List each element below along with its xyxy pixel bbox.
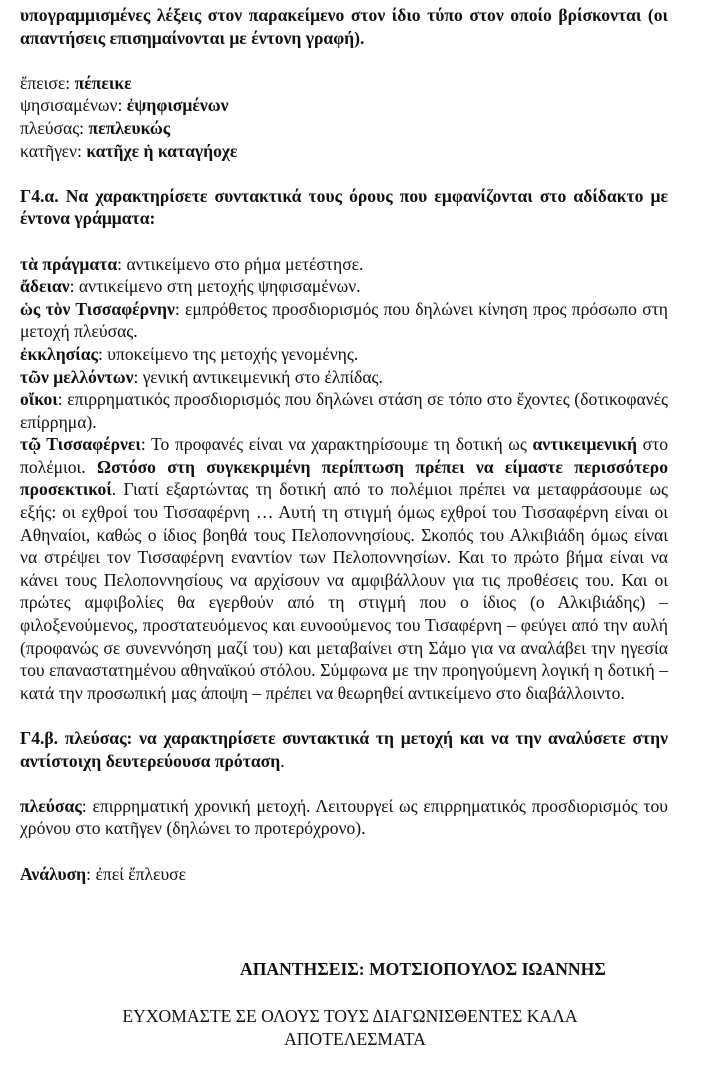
spacer [20,840,668,863]
analysis-text: : ἐπεί ἔπλευσε [86,863,187,884]
answer-item [20,298,668,343]
form-word: κατῆγεν: [20,140,82,161]
answer-item [20,275,668,298]
answer-item [20,343,668,366]
intro-paragraph: υπογραμμισμένες λέξεις στον παρακείμενο στον ίδιο τύπο στον οποίο βρίσκονται (οι απαντήσεις επισημαίνονται με έντονη γραφή). [20,5,668,48]
form-answer: κατῆχε ἡ καταγήοχε [86,140,238,161]
signature: ΑΠΑΝΤΗΣΕΙΣ: ΜΟΤΣΙΟΠΟΥΛΟΣ ΙΩΑΝΝΗΣ [240,959,606,979]
answer-term: ἐκκλησίας [20,343,98,364]
form-word: ψησισαμένων: [20,95,123,116]
answer-term: τῷ Τισσαφέρνει [20,434,141,455]
closing-line-1: ΕΥΧΟΜΑΣΤΕ ΣΕ ΟΛΟΥΣ ΤΟΥΣ ΔΙΑΓΩΝΙΣΘΕΝΤΕΣ ΚΑΛΑ [122,1006,578,1026]
answer-text: : γενική αντικειμενική στο ἐλπίδας. [133,366,383,387]
answer-text: : επιρρηματικός προσδιορισμός που δηλώνει στάση σε τόπο στο ἔχοντες (δοτικοφανές επίρρημα). [20,389,668,432]
answer-text: . Γιατί εξαρτώντας τη δοτική από το πολέμιοι πρέπει να μεταφράσουμε ως εξής: οι εχθροί του Τισσαφέρνη … Αυτή τη στιγμή όμως εχθροί του Τισσαφέρνη είναι οι Αθηναίοι, καθώς ο ίδιος βοηθά τους Πελοποννησίους. Σκοπός του Αλκιβιάδη όμως είναι να στρέψει τον Τισσαφέρνη εναντίον των Πελοποννησίων. Και το πρώτο βήμα είναι να κάνει τους Πελοποννησίους να αρχίσουν να αμφιβάλλουν για τις προθέσεις του. Και οι πρώτες αμφιβολίες θα εγερθούν από τη στιγμή που ο ίδιος (ο Αλκιβιάδης) – φιλοξενούμενος, προστατευόμενος και ευνοούμενος του Τισαφέρνη – φεύγει από την αυλή (προφανώς σε συνεννόηση μαζί του) και μεταβαίνει στη Σάμο για να αναλάβει την ηγεσία του επαναστατημένου αθηναϊκού στόλου. Σύμφωνα με την προηγούμενη λογική η δοτική – κατά την προσωπική μας άποψη – πρέπει να θεωρηθεί αντικείμενο στο διαβάλλοιντο. [20,479,668,703]
perfect-form-item [20,94,668,117]
form-word: πλεύσας: [20,117,85,138]
form-answer: πέπεικε [74,72,132,93]
question-text: Γ4.β. πλεύσας: να χαρακτηρίσετε συντακτικά τη μετοχή και να την αναλύσετε στην αντίστοιχη δευτερεύουσα πρόταση [20,728,668,771]
spacer [20,49,668,72]
emphasis-text: αντικειμενική [532,434,638,455]
emphasis-text: Ωστόσο στη συγκεκριμένη περίπτωση πρέπει να είμαστε περισσότερο προσεκτικοί [20,456,668,500]
answer-item [20,366,668,389]
form-answer: ἐψηφισμένων [126,95,229,116]
spacer [20,704,668,727]
answer-item [20,253,668,276]
closing-message [0,1005,710,1051]
answer-text: : υποκείμενο της μετοχής γενομένης. [97,343,359,364]
perfect-form-item [20,72,668,95]
answer-text: στο πολέμιοι. [20,434,668,477]
spacer [20,162,668,185]
answer-term: οἴκοι [20,389,58,410]
g4b-answer [20,795,668,840]
question-g4a: Γ4.α. Να χαρακτηρίσετε συντακτικά τους όρους που εμφανίζονται στο αδίδακτο με έντονα γράμματα: [20,185,668,229]
spacer [20,230,668,253]
answer-text: : επιρρηματική χρονική μετοχή. Λειτουργεί ως επιρρηματικός προσδιορισμός του χρόνου στο κατῆγεν (δηλώνει το προτερόχρονο). [20,795,668,839]
answer-text: : Το προφανές είναι να χαρακτηρίσουμε τη δοτική ως [140,434,533,455]
g4a-answers [20,253,668,705]
perfect-forms-list [20,72,668,162]
question-g4b [20,727,668,772]
answer-term: τὰ πράγματα [20,253,118,274]
answer-term: πλεύσας [20,795,82,816]
answer-term: τῶν μελλόντων [20,366,134,387]
answer-text: : αντικείμενο στο ρήμα μετέστησε. [117,253,364,274]
form-answer: πεπλευκώς [88,117,171,138]
form-word: ἔπεισε: [20,72,71,93]
question-punct: . [280,750,285,771]
analysis-line [20,863,668,886]
document-page [20,0,668,885]
answer-term: ἄδειαν [20,276,70,297]
spacer [20,772,668,795]
answer-term: ὡς τὸν Τισσαφέρνην [20,298,175,319]
perfect-form-item [20,140,668,163]
closing-line-2: ΑΠΟΤΕΛΕΣΜΑΤΑ [284,1029,426,1049]
perfect-form-item [20,117,668,140]
answer-text: : εμπρόθετος προσδιορισμός που δηλώνει κίνηση προς πρόσωπο στη μετοχή πλεύσας. [20,298,669,342]
answer-item-tissaferne [20,433,668,704]
answer-item [20,388,668,433]
answer-text: : αντικείμενο στη μετοχής ψηφισαμένων. [69,276,361,297]
analysis-label: Ανάλυση [20,863,87,884]
